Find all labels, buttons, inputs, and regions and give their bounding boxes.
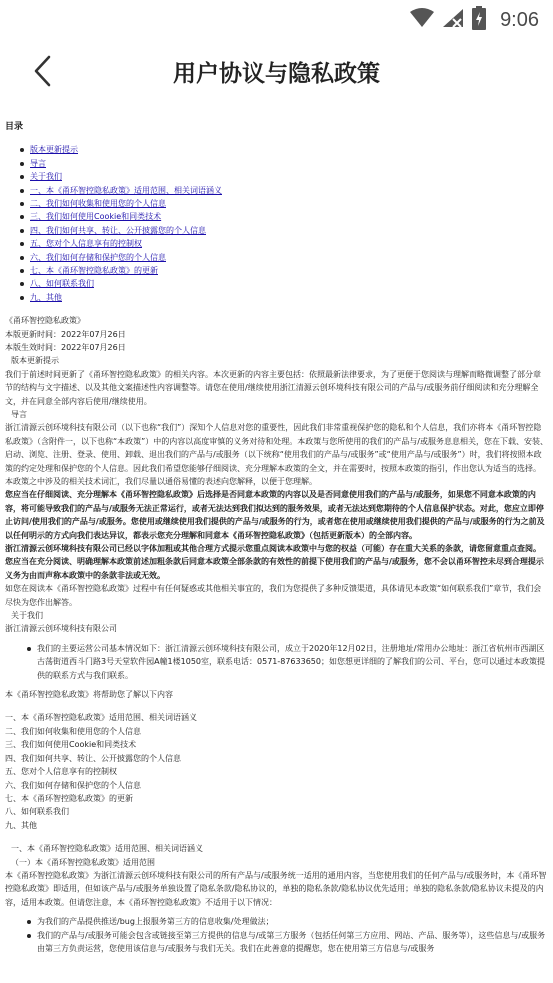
toc-link[interactable]: 关于我们	[30, 172, 62, 182]
status-time: 9:06	[500, 8, 539, 31]
toc-link[interactable]: 导言	[30, 158, 46, 168]
doc-name: 《甬环智控隐私政策》	[5, 316, 85, 326]
exclusion-item: 我们的产品与/或服务可能会包含或链接至第三方提供的信息与/或第三方服务（包括任何第三方应用、网站、产品、服务等），这些信息与/或服务由第三方负责运营，您使用该信息与/或服务与我们无关。我们在此善意的提醒您，您在使用第三方信息与/或服务	[25, 929, 548, 956]
toc-item	[18, 210, 548, 223]
about-company: 浙江清源云创环境科技有限公司	[5, 624, 117, 634]
toc-link[interactable]: 版本更新提示	[30, 145, 78, 155]
sections-list	[5, 711, 548, 832]
section-item: 八、如何联系我们	[5, 807, 69, 817]
toc-item	[18, 291, 548, 304]
updated-date: 本版更新时间：2022年07月26日	[5, 329, 126, 339]
toc-link[interactable]: 七、本《甬环智控隐私政策》的更新	[30, 265, 158, 275]
page-title: 用户协议与隐私政策	[173, 61, 380, 87]
toc-item	[18, 224, 548, 237]
about-list	[25, 642, 548, 682]
doc-header-block	[5, 314, 548, 636]
scope-subheading: （一）本《甬环智控隐私政策》适用范围	[11, 857, 155, 867]
toc-item	[18, 264, 548, 277]
toc-item	[18, 157, 548, 170]
toc-link[interactable]: 五、您对个人信息享有的控制权	[30, 239, 142, 249]
intro-heading: 导言	[11, 409, 27, 419]
exclusion-list	[25, 915, 548, 955]
wifi-icon	[410, 8, 434, 32]
bold-notice-2: 浙江清源云创环境科技有限公司已经以字体加粗或其他合理方式提示您重点阅读本政策中与您的权益（可能）存在重大关系的条款，请您留意重点查阅。您应当在充分阅读、明确理解本政策前述加粗条款后同意本政策全部条款的有效性的前提下使用我们的产品与/或服务，您不会以甬环智控未尽到合理提示义务为由而声称本政策中的条款非法或无效。	[5, 544, 544, 580]
status-bar	[0, 0, 553, 40]
battery-charging-icon	[472, 6, 486, 34]
section-item: 五、您对个人信息享有的控制权	[5, 767, 117, 777]
section-item: 九、其他	[5, 820, 37, 830]
toc-item	[18, 184, 548, 197]
section-item: 二、我们如何收集和使用您的个人信息	[5, 726, 141, 736]
effective-date: 本版生效时间：2022年07月26日	[5, 342, 126, 352]
toc-link[interactable]: 二、我们如何收集和使用您的个人信息	[30, 198, 166, 208]
toc-item	[18, 251, 548, 264]
toc-item	[18, 143, 548, 156]
toc-title: 目录	[5, 122, 24, 132]
toc-item	[18, 237, 548, 250]
toc-link[interactable]: 四、我们如何共享、转让、公开披露您的个人信息	[30, 225, 206, 235]
section-item: 七、本《甬环智控隐私政策》的更新	[5, 793, 133, 803]
toc-item	[18, 197, 548, 210]
toc-item	[18, 277, 548, 290]
help-line: 本《甬环智控隐私政策》将帮助您了解以下内容	[5, 690, 173, 700]
version-text: 我们于前述时间更新了《甬环智控隐私政策》的相关内容。本次更新的内容主要包括：依照最新法律要求，为了更便于您阅读与理解而略微调整了部分章节的结构与文字描述、以及其他文案描述性内容调整等。请您在使用/继续使用浙江清源云创环境科技有限公司的产品与/或服务前仔细阅读和充分理解全文，并在同意全部内容后使用/继续使用。	[5, 369, 541, 406]
contact-text: 如您在阅读本《甬环智控隐私政策》过程中有任何疑惑或其他相关事宜的，我们为您提供了多种反馈渠道，具体请见本政策“如何联系我们”章节，我们会尽快为您作出解答。	[5, 584, 542, 607]
toc-link[interactable]: 三、我们如何使用Cookie和同类技术	[30, 212, 162, 222]
scope-text: 本《甬环智控隐私政策》为浙江清源云创环境科技有限公司的所有产品与/或服务统一适用的通用内容，当您使用我们的任何产品与/或服务时，本《甬环智控隐私政策》即适用，但如该产品与/或服务单独设置了隐私条款/隐私协议的，单独的隐私条款/隐私协议优先适用；单独的隐私条款/隐私协议未提及的内容，适用本政策。但请您注意，本《甬环智控隐私政策》不适用于以下情况：	[5, 870, 547, 907]
policy-document[interactable]	[5, 118, 548, 983]
toc-list	[18, 143, 548, 304]
toc-link[interactable]: 一、本《甬环智控隐私政策》适用范围、相关词语涵义	[30, 185, 222, 195]
status-icons	[410, 7, 539, 33]
scope-heading: 一、本《甬环智控隐私政策》适用范围、相关词语涵义	[11, 844, 203, 854]
section-item: 六、我们如何存储和保护您的个人信息	[5, 780, 141, 790]
toc-item	[18, 170, 548, 183]
toc-link[interactable]: 八、如何联系我们	[30, 279, 94, 289]
about-detail: 我们的主要运营公司基本情况如下：浙江清源云创环境科技有限公司，成立于2020年12月02日，注册地址/常用办公地址：浙江省杭州市西湖区古荡街道西斗门路3号天堂软件园A幢1楼1050室，联系电话：0571-87633650；如您想更详细的了解我们的公司、平台，您可以通过本政策提供的联系方式与我们联系。	[25, 642, 548, 682]
app-header	[0, 40, 553, 106]
section-item: 四、我们如何共享、转让、公开披露您的个人信息	[5, 753, 181, 763]
section-item: 一、本《甬环智控隐私政策》适用范围、相关词语涵义	[5, 713, 197, 723]
bold-notice-1: 您应当在仔细阅读、充分理解本《甬环智控隐私政策》后选择是否同意本政策的内容以及是否同意使用我们的产品与/或服务，如果您不同意本政策的内容，将可能导致我们的产品与/或服务无法正常运行，或者无法达到我们拟达到的服务效果，或者无法达到您期待的个人信息保护状态。对此，您应立即停止访问/使用我们的产品与/或服务。您使用或继续使用我们提供的产品与/或服务的行为，或者您在使用或继续使用我们提供的产品与/或服务的行为之前及以任何明示的方式向我们表达异议，都表示您充分理解和同意本《甬环智控隐私政策》（包括更新版本）的全部内容。	[5, 490, 545, 540]
toc-link[interactable]: 六、我们如何存储和保护您的个人信息	[30, 252, 166, 262]
toc-link[interactable]: 九、其他	[30, 292, 62, 302]
version-heading: 版本更新提示	[11, 356, 59, 366]
about-heading: 关于我们	[11, 611, 43, 621]
exclusion-item: 为我们的产品提供推送/bug上报服务第三方的信息收集/处理做法；	[25, 915, 548, 928]
intro-text: 浙江清源云创环境科技有限公司（以下也称“我们”）深知个人信息对您的重要性，因此我们非常重视保护您的隐私和个人信息，我们亦将本《甬环智控隐私政策》（含附件一，以下也称“本政策”）中的内容以高度审慎的义务对待和处理。本政策与您所使用的我们的产品与/或服务息息相关，您在下载、安装、启动、浏览、注册、登录、使用、卸载、退出我们的产品与/或服务（以下统称“使用我们的产品与/或服务”或“使用产品与/或服务”）时，我们将按照本政策的约定处理和保护您的个人信息。因此我们希望您能够仔细阅读、充分理解本政策的全文，并在需要时，按照本政策的指引，作出您认为适当的选择。本政策之中涉及的相关技术词汇，我们尽量以通俗易懂的表述向您解释，以便于您理解。	[5, 423, 548, 486]
signal-off-icon	[442, 8, 464, 32]
scope-block	[5, 842, 548, 909]
section-item: 三、我们如何使用Cookie和同类技术	[5, 740, 137, 750]
